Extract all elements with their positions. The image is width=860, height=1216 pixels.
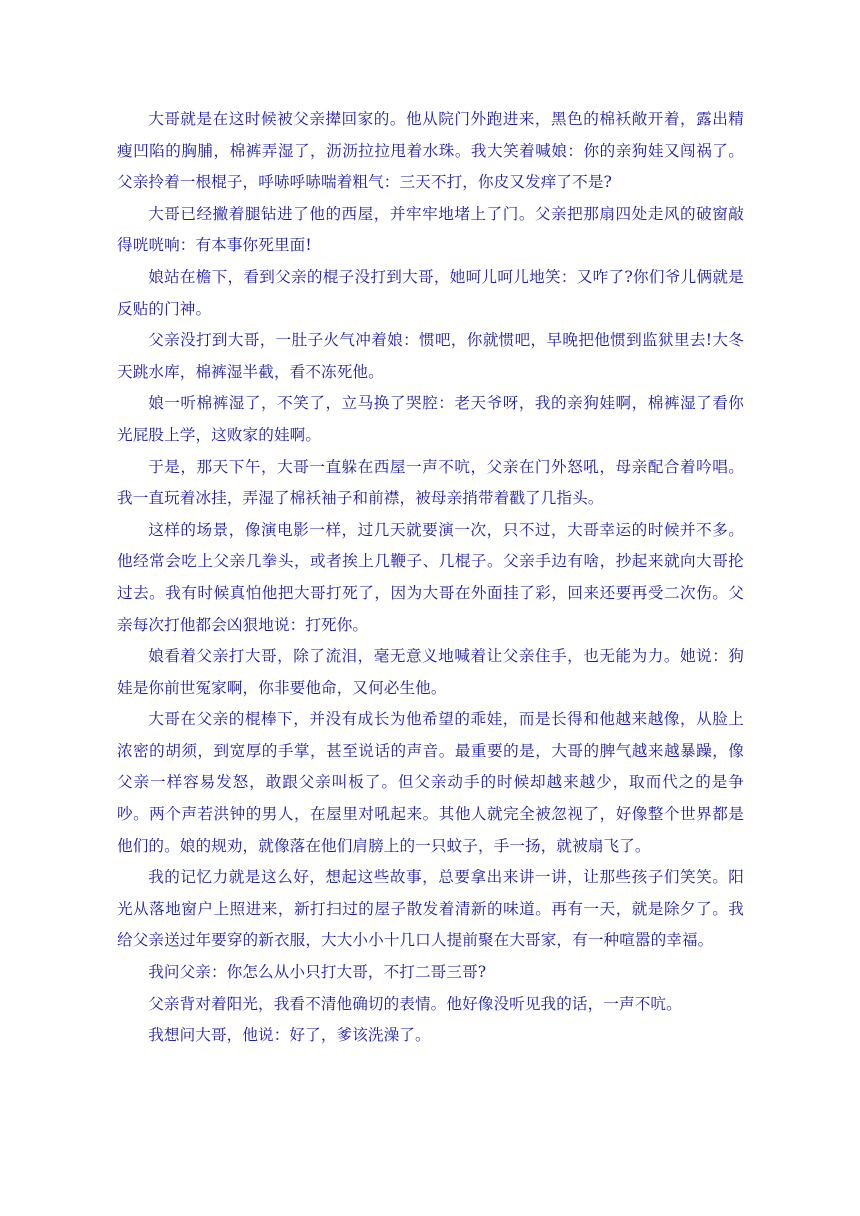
paragraph-5: 娘一听棉裤湿了，不笑了，立马换了哭腔：老天爷呀，我的亲狗娃啊，棉裤湿了看你光屁股上学，这败家的娃啊。 [117, 394, 744, 444]
paragraph-8: 娘看着父亲打大哥，除了流泪，毫无意义地喊着让父亲住手，也无能为力。她说：狗娃是你前世冤家啊，你非要他命，又何必生他。 [117, 647, 744, 697]
paragraph-3: 娘站在檐下，看到父亲的棍子没打到大哥，她呵儿呵儿地笑：又咋了?你们爷儿俩就是反贴的门神。 [117, 267, 744, 318]
paragraph-10: 我的记忆力就是这么好，想起这些故事，总要拿出来讲一讲，让那些孩子们笑笑。阳光从落地窗户上照进来，新打扫过的屋子散发着清新的味道。再有一天，就是除夕了。我给父亲送过年要穿的新衣服，大大小小十几口人提前聚在大哥家，有一种喧嚣的幸福。 [117, 868, 744, 950]
paragraph-12: 父亲背对着阳光，我看不清他确切的表情。他好像没听见我的话，一声不吭。 [148, 994, 682, 1013]
paragraph-7: 这样的场景，像演电影一样，过几天就要演一次，只不过，大哥幸运的时候并不多。他经常会吃上父亲几拳头，或者挨上几鞭子、几棍子。父亲手边有啥，抄起来就向大哥抡过去。我有时候真怕他把大哥打死了，因为大哥在外面挂了彩，回来还要再受二次伤。父亲每次打他都会凶狠地说：打死你。 [117, 520, 744, 634]
paragraph-13: 我想问大哥，他说：好了，爹该洗澡了。 [148, 1026, 431, 1045]
paragraph-9: 大哥在父亲的棍棒下，并没有成长为他希望的乖娃，而是长得和他越来越像，从脸上浓密的胡须，到宽厚的手掌，甚至说话的声音。最重要的是，大哥的脾气越来越暴躁，像父亲一样容易发怒，敢跟父亲叫板了。但父亲动手的时候却越来越少，取而代之的是争吵。两个声若洪钟的男人，在屋里对吼起来。其他人就完全被忽视了，好像整个世界都是他们的。娘的规劝，就像落在他们肩膀上的一只蚊子，手一扬，就被扇飞了。 [117, 710, 744, 855]
paragraph-2: 大哥已经撇着腿钻进了他的西屋，并牢牢地堵上了门。父亲把那扇四处走风的破窗敲得咣咣响：有本事你死里面! [117, 204, 744, 255]
paragraph-11: 我问父亲：你怎么从小只打大哥，不打二哥三哥? [148, 963, 487, 982]
paragraph-6: 于是，那天下午，大哥一直躲在西屋一声不吭，父亲在门外怒吼，母亲配合着吟唱。我一直玩着冰挂，弄湿了棉袄袖子和前襟，被母亲捎带着戳了几指头。 [117, 457, 744, 508]
document-body [117, 104, 744, 1052]
paragraph-4: 父亲没打到大哥，一肚子火气冲着娘：惯吧，你就惯吧，早晚把他惯到监狱里去!大冬天跳水库，棉裤湿半截，看不冻死他。 [117, 331, 744, 381]
paragraph-1: 大哥就是在这时候被父亲撵回家的。他从院门外跑进来，黑色的棉袄敞开着，露出精瘦凹陷的胸脯，棉裤弄湿了，沥沥拉拉甩着水珠。我大笑着喊娘：你的亲狗娃又闯祸了。父亲拎着一根棍子，呼哧呼哧喘着粗气：三天不打，你皮又发痒了不是? [117, 110, 744, 192]
